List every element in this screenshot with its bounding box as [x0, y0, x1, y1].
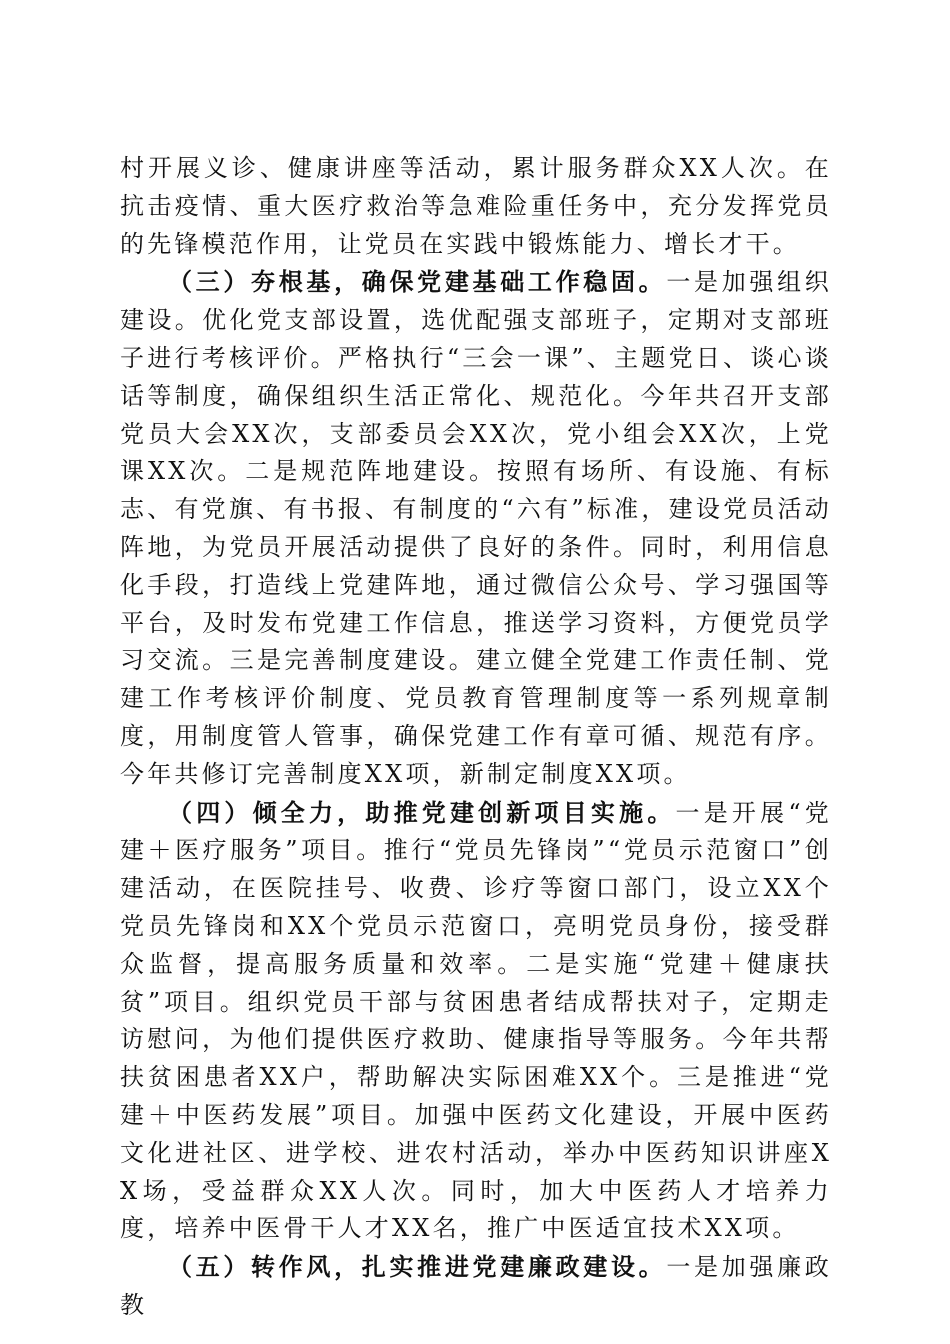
paragraph-body: 一是加强组织建设。优化党支部设置，选优配强支部班子，定期对支部班子进行考核评价。严格执行“三会一课”、主题党日、谈心谈话等制度，确保组织生活正常化、规范化。今年共召开支部党员大会XX次，支部委员会XX次，党小组会XX次，上党课XX次。二是规范阵地建设。按照有场所、有设施、有标志、有党旗、有书报、有制度的“六有”标准，建设党员活动阵地，为党员开展活动提供了良好的条件。同时，利用信息化手段，打造线上党建阵地，通过微信公众号、学习强国等平台，及时发布党建工作信息，推送学习资料，方便党员学习交流。三是完善制度建设。建立健全党建工作责任制、党建工作考核评价制度、党员教育管理制度等一系列规章制度，用制度管人管事，确保党建工作有章可循、规范有序。今年共修订完善制度XX项，新制定制度XX项。: [120, 268, 832, 788]
paragraph-section-4: [120, 794, 832, 1249]
section-heading: （五）转作风，扎实推进党建廉政建设。: [168, 1252, 667, 1282]
paragraph-section-5: [120, 1248, 832, 1325]
section-heading: （四）倾全力，助推党建创新项目实施。: [168, 797, 676, 827]
document-page: [120, 150, 832, 1325]
paragraph-continuation: [120, 150, 832, 263]
paragraph-body: 一是加强廉政教: [120, 1253, 832, 1319]
section-heading: （三）夯根基，确保党建基础工作稳固。: [168, 267, 667, 297]
paragraph-body: 村开展义诊、健康讲座等活动，累计服务群众XX人次。在抗击疫情、重大医疗救治等急难险重任务中，充分发挥党员的先锋模范作用，让党员在实践中锻炼能力、增长才干。: [120, 154, 832, 258]
paragraph-body: 一是开展“党建＋医疗服务”项目。推行“党员先锋岗”“党员示范窗口”创建活动，在医院挂号、收费、诊疗等窗口部门，设立XX个党员先锋岗和XX个党员示范窗口，亮明党员身份，接受群众监督，提高服务质量和效率。二是实施“党建＋健康扶贫”项目。组织党员干部与贫困患者结成帮扶对子，定期走访慰问，为他们提供医疗救助、健康指导等服务。今年共帮扶贫困患者XX户，帮助解决实际困难XX个。三是推进“党建＋中医药发展”项目。加强中医药文化建设，开展中医药文化进社区、进学校、进农村活动，举办中医药知识讲座XX场，受益群众XX人次。同时，加大中医药人才培养力度，培养中医骨干人才XX名，推广中医适宜技术XX项。: [120, 798, 832, 1243]
paragraph-section-3: [120, 263, 832, 793]
